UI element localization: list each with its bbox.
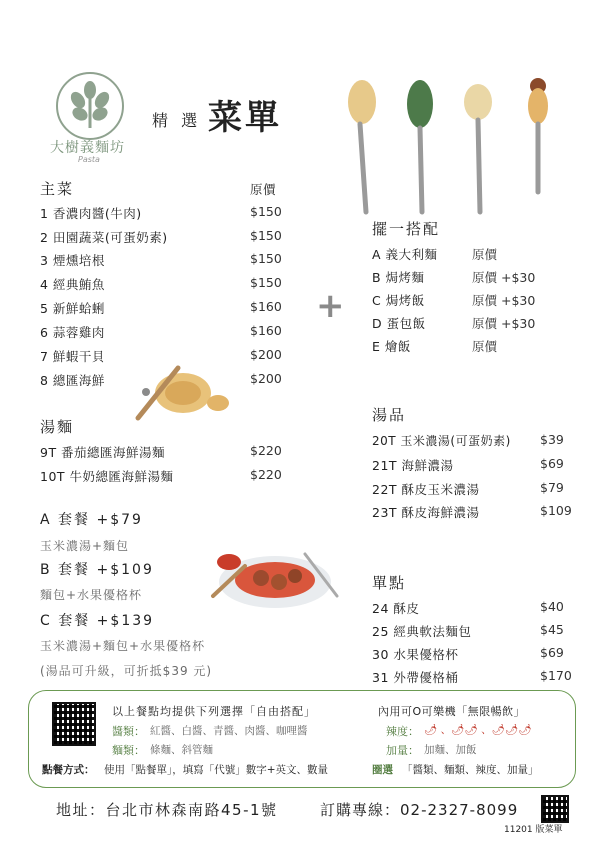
plus-sign: + bbox=[316, 286, 345, 326]
main-item-name: 4 經典鮪魚 bbox=[40, 277, 105, 292]
soup-noodles-heading: 湯麵 bbox=[40, 418, 75, 436]
single-item-price: $69 bbox=[540, 645, 564, 660]
singles-heading: 單點 bbox=[372, 574, 407, 592]
main-item-name: 3 煙燻培根 bbox=[40, 253, 105, 268]
chili-pepper-icon: 🌶 、🌶🌶 、🌶🌶🌶 bbox=[424, 724, 532, 736]
set-a-desc: 玉米濃湯+麵包 bbox=[40, 539, 130, 553]
main-item-name: 6 蒜蓉雞肉 bbox=[40, 325, 105, 340]
soup-noodle-name: 9T 番茄總匯海鮮湯麵 bbox=[40, 445, 166, 460]
pairing-item-name: B 焗烤麵 bbox=[372, 270, 425, 285]
circle-value: 「醬類、麵類、辣度、加量」 bbox=[402, 764, 539, 776]
brand-logo bbox=[56, 72, 124, 140]
main-heading: 主菜 bbox=[40, 180, 75, 198]
soup-item-price: $39 bbox=[540, 432, 564, 447]
options-line1: 以上餐點均提供下列選擇「自由搭配」 bbox=[112, 705, 316, 718]
pairing-heading: 擺一搭配 bbox=[372, 220, 441, 238]
main-item-name: 2 田園蔬菜(可蛋奶素) bbox=[40, 230, 168, 245]
soup-item-price: $79 bbox=[540, 480, 564, 495]
soups-heading: 湯品 bbox=[372, 406, 407, 424]
main-item-name: 7 鮮蝦干貝 bbox=[40, 349, 105, 364]
add-label: 加量： bbox=[386, 744, 419, 757]
set-c-title: C 套餐 +$139 bbox=[40, 613, 155, 629]
spicy-label: 辣度： bbox=[386, 725, 419, 738]
soup-noodle-price: $220 bbox=[250, 443, 282, 458]
noodle-value: 條麵、斜管麵 bbox=[150, 744, 213, 756]
order-label: 點餐方式： bbox=[42, 764, 95, 776]
single-item-name: 30 水果優格杯 bbox=[372, 647, 459, 662]
brand-name: 大樹義麵坊 bbox=[50, 140, 125, 156]
main-item-name: 1 香濃肉醬(牛肉) bbox=[40, 206, 142, 221]
footer-qr-code-icon bbox=[541, 795, 569, 823]
dine-in-note: 內用可O可樂機「無限暢飲」 bbox=[378, 705, 526, 718]
sauce-label: 醬類： bbox=[112, 725, 145, 738]
tree-icon bbox=[58, 74, 122, 138]
single-item-price: $45 bbox=[540, 622, 564, 637]
circle-label: 圈選 bbox=[372, 764, 393, 776]
pairing-item-name: A 義大利麵 bbox=[372, 247, 438, 262]
pairing-item-price: 原價 +$30 bbox=[472, 270, 536, 285]
sauce-value: 紅醬、白醬、青醬、肉醬、咖哩醬 bbox=[150, 725, 308, 737]
pasta-forks-illustration bbox=[340, 72, 570, 222]
set-a-title: A 套餐 +$79 bbox=[40, 512, 143, 528]
pairing-item-name: D 蛋包飯 bbox=[372, 316, 426, 331]
single-item-name: 25 經典軟法麵包 bbox=[372, 624, 472, 639]
add-value: 加麵、加飯 bbox=[424, 744, 477, 756]
pairing-item-name: C 焗烤飯 bbox=[372, 293, 425, 308]
footer-address: 地址：台北市林森南路45-1號 bbox=[56, 801, 278, 819]
order-value: 使用「點餐單」，填寫「代號」數字+英文、數量 bbox=[104, 764, 329, 776]
main-item-name: 5 新鮮蛤蜊 bbox=[40, 301, 105, 316]
set-b-desc: 麵包+水果優格杯 bbox=[40, 588, 143, 602]
single-item-name: 24 酥皮 bbox=[372, 601, 420, 616]
soup-item-price: $109 bbox=[540, 503, 572, 518]
main-item-price: $160 bbox=[250, 299, 282, 314]
soup-item-name: 21T 海鮮濃湯 bbox=[372, 458, 454, 473]
main-item-name: 8 總匯海鮮 bbox=[40, 373, 105, 388]
pairing-item-price: 原價 bbox=[472, 339, 498, 354]
brand-sub: Pasta bbox=[78, 155, 100, 164]
pairing-item-price: 原價 bbox=[472, 247, 498, 262]
soup-noodle-price: $220 bbox=[250, 467, 282, 482]
main-item-price: $200 bbox=[250, 371, 282, 386]
soup-item-price: $69 bbox=[540, 456, 564, 471]
soup-item-name: 20T 玉米濃湯(可蛋奶素) bbox=[372, 434, 511, 448]
single-item-price: $170 bbox=[540, 668, 572, 683]
set-c-desc: 玉米濃湯+麵包+水果優格杯 bbox=[40, 639, 206, 653]
main-item-price: $150 bbox=[250, 228, 282, 243]
title-small: 精 選 bbox=[152, 111, 202, 130]
main-price-header: 原價 bbox=[250, 182, 277, 197]
noodle-label: 麵類： bbox=[112, 744, 145, 757]
main-item-price: $160 bbox=[250, 323, 282, 338]
spaghetti-plate-illustration bbox=[205, 536, 345, 614]
soup-item-name: 23T 酥皮海鮮濃湯 bbox=[372, 505, 480, 520]
main-item-price: $150 bbox=[250, 275, 282, 290]
main-item-price: $150 bbox=[250, 204, 282, 219]
main-item-price: $150 bbox=[250, 251, 282, 266]
pairing-item-name: E 燴飯 bbox=[372, 339, 411, 354]
pairing-item-price: 原價 +$30 bbox=[472, 316, 536, 331]
single-item-name: 31 外帶優格桶 bbox=[372, 670, 459, 685]
pasta-nest-illustration bbox=[128, 348, 233, 428]
menu-version: 11201 版菜單 bbox=[504, 825, 563, 835]
pairing-item-price: 原價 +$30 bbox=[472, 293, 536, 308]
qr-code-icon bbox=[52, 702, 96, 746]
page-title: 菜單 bbox=[208, 98, 282, 138]
footer-phone: 訂購專線：02-2327-8099 bbox=[320, 801, 519, 819]
single-item-price: $40 bbox=[540, 599, 564, 614]
soup-item-name: 22T 酥皮玉米濃湯 bbox=[372, 482, 480, 497]
sets-note: (湯品可升級，可折抵$39 元) bbox=[40, 664, 213, 678]
main-item-price: $200 bbox=[250, 347, 282, 362]
set-b-title: B 套餐 +$109 bbox=[40, 562, 154, 578]
soup-noodle-name: 10T 牛奶總匯海鮮湯麵 bbox=[40, 469, 174, 484]
